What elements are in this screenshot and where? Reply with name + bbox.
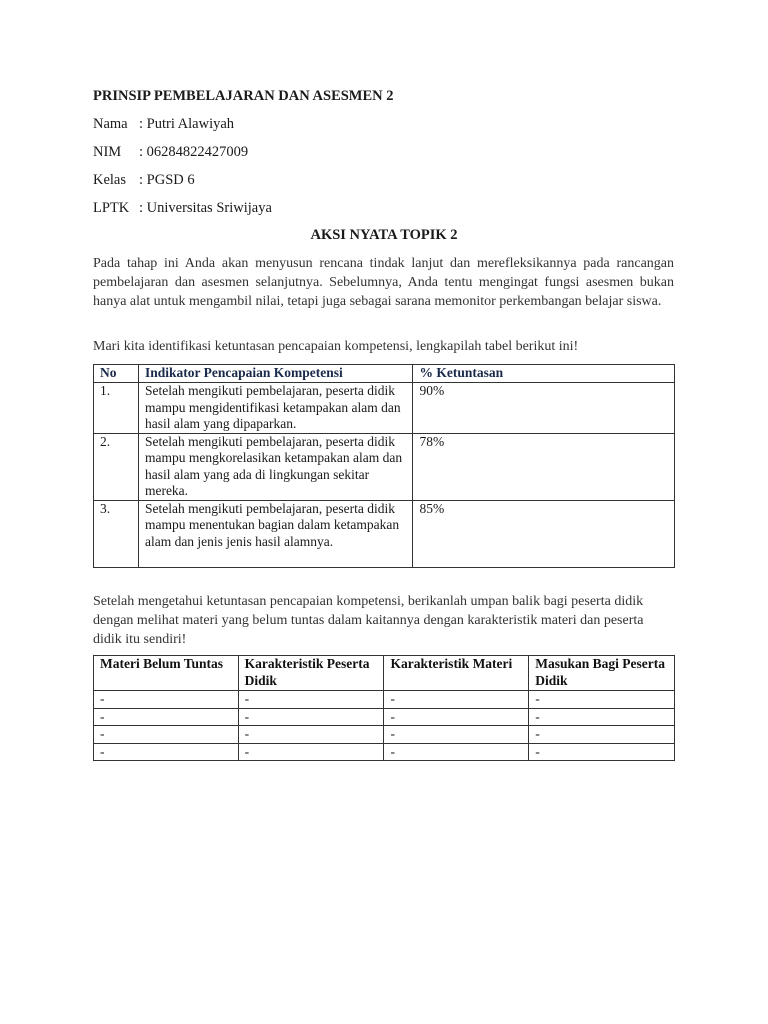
- intro-paragraph: Pada tahap ini Anda akan menyusun rencana tindak lanjut dan merefleksikannya pada rancangan pembelajaran dan asesmen selanjutnya. Sebelumnya, Anda tentu mengingat fungsi asesmen bukan hanya alat untuk mengambil nilai, tetapi juga sebagai sarana memonitor perkembangan belajar siswa.: [93, 256, 674, 309]
- info-label: NIM: [93, 144, 122, 160]
- info-row-nim: [93, 144, 248, 161]
- table-cell: -: [384, 708, 529, 726]
- instruction-paragraph: Mari kita identifikasi ketuntasan pencapaian kompetensi, lengkapilah tabel berikut ini!: [93, 339, 579, 354]
- feedback-paragraph: Setelah mengetahui ketuntasan pencapaian kompetensi, berikanlah umpan balik bagi peserta didik dengan melihat materi yang belum tuntas dalam kaitannya dengan karakteristik materi dan peserta didik itu sendiri!: [93, 594, 644, 647]
- column-header: Materi Belum Tuntas: [94, 656, 239, 691]
- table-cell: -: [529, 708, 675, 726]
- table-cell: 78%: [413, 433, 675, 500]
- competency-table: [93, 364, 675, 568]
- table-cell: -: [94, 726, 239, 744]
- table-row: [94, 691, 675, 709]
- table-row: [94, 708, 675, 726]
- info-label: LPTK: [93, 200, 130, 216]
- table-cell: -: [384, 726, 529, 744]
- table-cell: 90%: [413, 383, 675, 434]
- table-cell: 3.: [94, 500, 139, 567]
- table-cell: -: [238, 691, 384, 709]
- table-cell: -: [94, 708, 239, 726]
- section-title: AKSI NYATA TOPIK 2: [310, 227, 458, 243]
- table-cell: 1.: [94, 383, 139, 434]
- table-header-row: [94, 365, 675, 383]
- table-cell: 85%: [413, 500, 675, 567]
- column-header: No: [94, 365, 139, 383]
- column-header: Masukan Bagi Peserta Didik: [529, 656, 675, 691]
- document-title: PRINSIP PEMBELAJARAN DAN ASESMEN 2: [93, 88, 394, 104]
- info-row-nama: [93, 116, 234, 133]
- table-header-row: [94, 656, 675, 691]
- table-cell: Setelah mengikuti pembelajaran, peserta didik mampu mengkorelasikan ketampakan alam dan hasil alam yang ada di lingkungan sekitar mereka.: [138, 433, 413, 500]
- table-cell: -: [94, 691, 239, 709]
- column-header: Karakteristik Peserta Didik: [238, 656, 384, 691]
- info-label: Nama: [93, 116, 128, 132]
- table-cell: 2.: [94, 433, 139, 500]
- feedback-table: [93, 655, 675, 761]
- table-row: [94, 726, 675, 744]
- table-row: [94, 500, 675, 567]
- table-row: [94, 433, 675, 500]
- table-row: [94, 383, 675, 434]
- column-header: Karakteristik Materi: [384, 656, 529, 691]
- table-cell: -: [529, 691, 675, 709]
- info-value: : Putri Alawiyah: [139, 116, 235, 132]
- table-cell: -: [384, 743, 529, 761]
- column-header: Indikator Pencapaian Kompetensi: [138, 365, 413, 383]
- info-label: Kelas: [93, 172, 127, 188]
- info-value: : Universitas Sriwijaya: [139, 200, 272, 216]
- column-header: % Ketuntasan: [413, 365, 675, 383]
- table-cell: -: [529, 743, 675, 761]
- table-cell: -: [238, 726, 384, 744]
- info-value: : PGSD 6: [139, 172, 195, 188]
- table-cell: -: [94, 743, 239, 761]
- table-cell: Setelah mengikuti pembelajaran, peserta didik mampu mengidentifikasi ketampakan alam dan hasil alam yang dipaparkan.: [138, 383, 413, 434]
- table-cell: Setelah mengikuti pembelajaran, peserta didik mampu menentukan bagian dalam ketampakan alam dan jenis jenis hasil alamnya.: [138, 500, 413, 567]
- info-row-lptk: [93, 200, 272, 217]
- info-row-kelas: [93, 172, 195, 189]
- info-value: : 06284822427009: [139, 144, 249, 160]
- table-row: [94, 743, 675, 761]
- table-cell: -: [384, 691, 529, 709]
- table-cell: -: [238, 743, 384, 761]
- table-cell: -: [238, 708, 384, 726]
- table-cell: -: [529, 726, 675, 744]
